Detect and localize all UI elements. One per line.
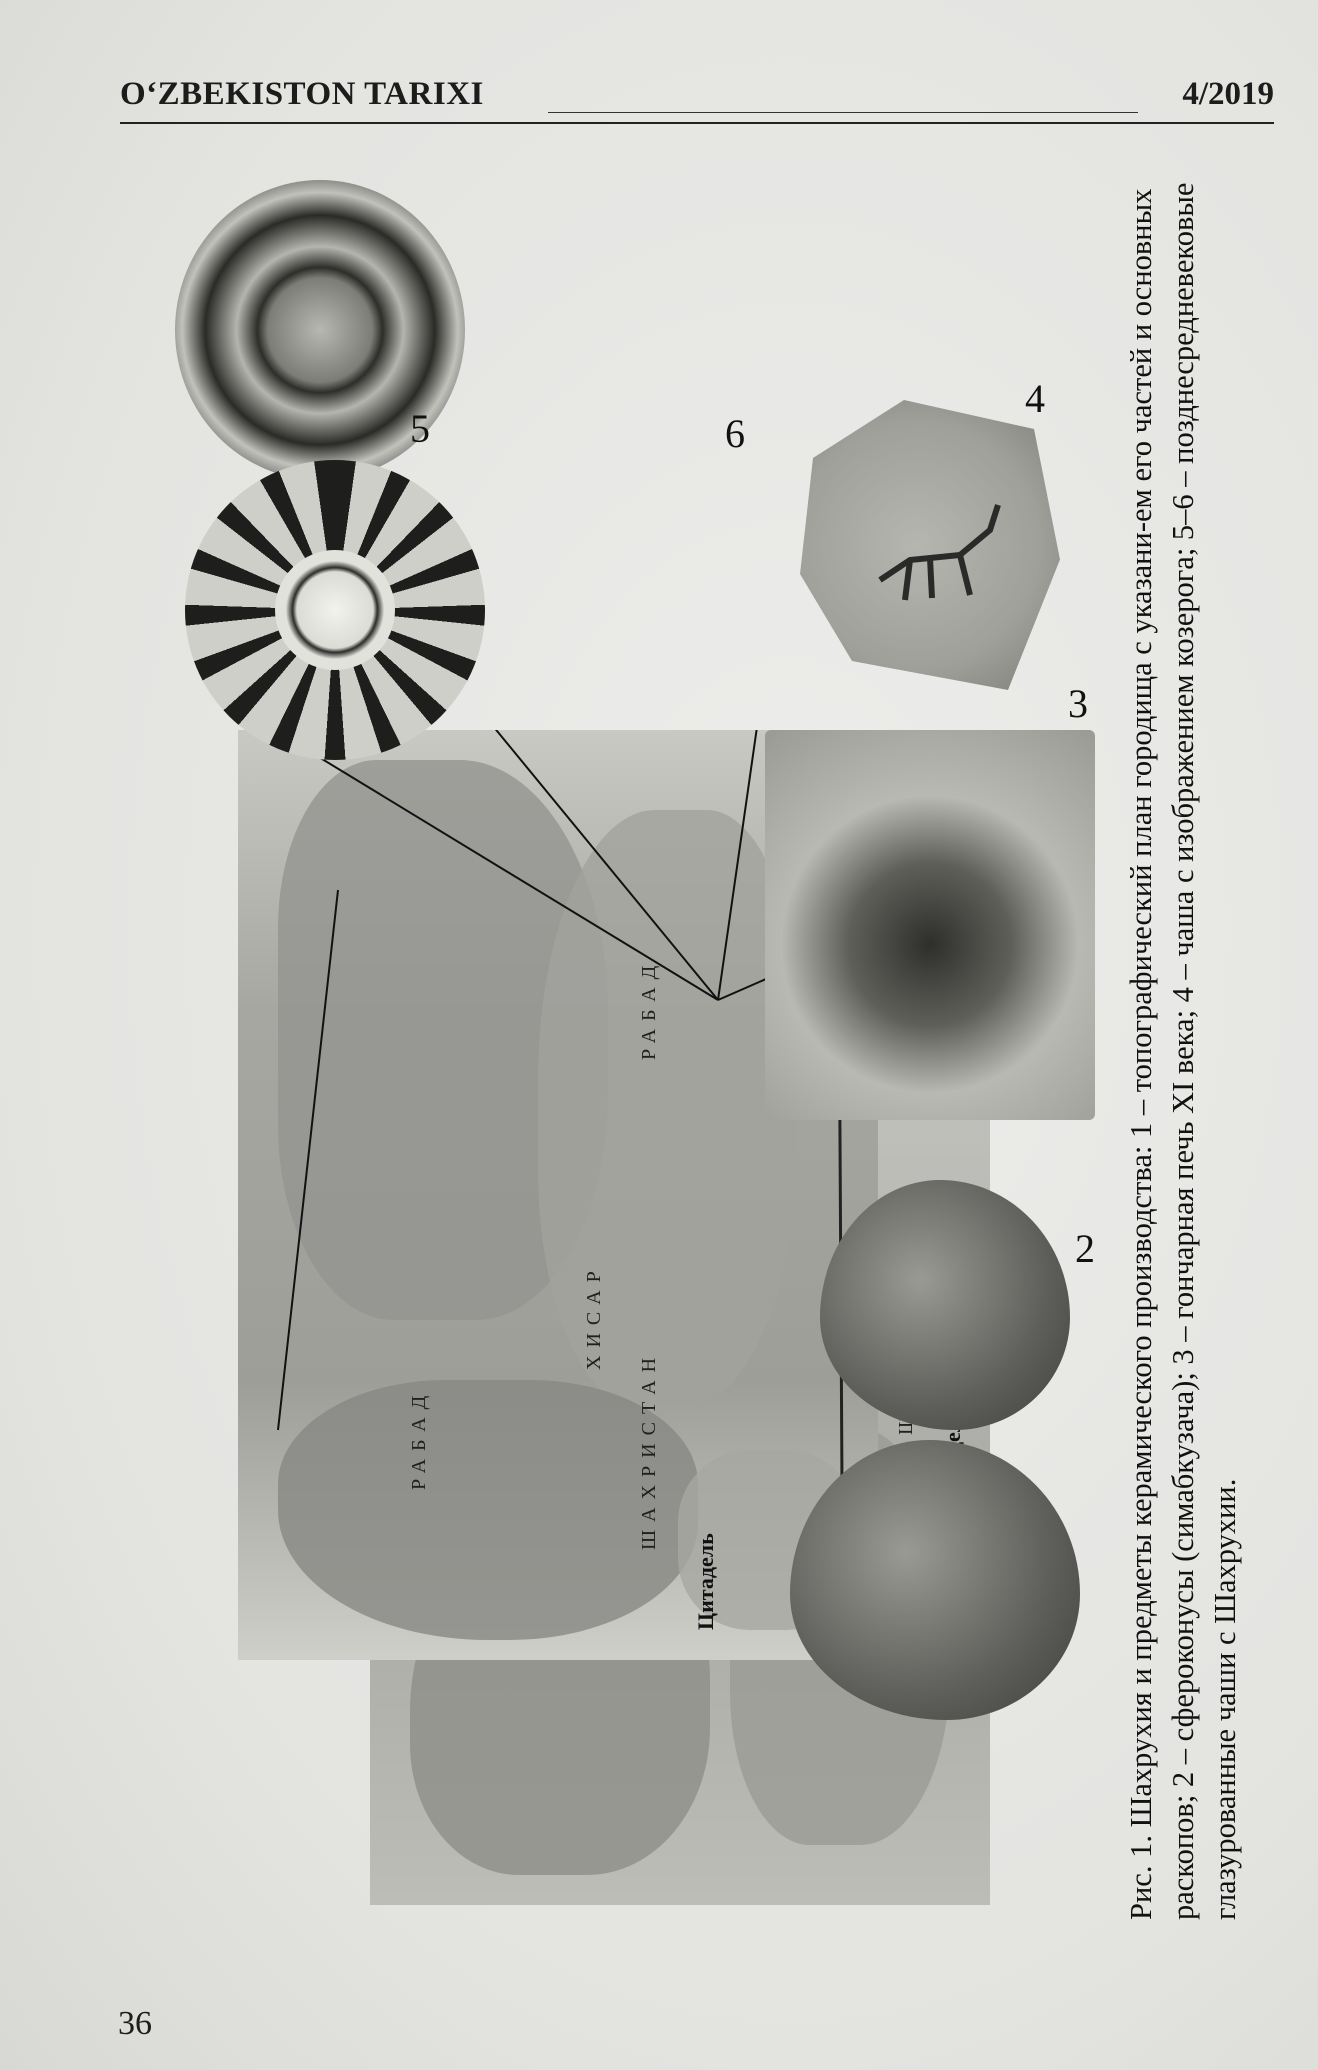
header-rule — [120, 122, 1274, 124]
page-number: 36 — [118, 2005, 152, 2042]
issue-number: 4/2019 — [1182, 76, 1274, 112]
panel-num-2: 2 — [1075, 1226, 1095, 1271]
map-shahristan: ШАХРИСТАН — [638, 1349, 660, 1550]
journal-title: O‘ZBEKISTON TARIXI — [120, 76, 484, 112]
figure-caption: Рис. 1. Шахрухия и предметы керамического производства: 1 – топографический план городища с указани-ем его частей и основных раскопов; 2 – сфероконусы (симабкузача); 3 – гончарная печь XI века; 4 – чаша с изображением козерога; 5–6 – позднесредневековые глазурованные чаши с Шахрухии. — [1124, 182, 1242, 1920]
map-rabad-top: РАБАД — [638, 957, 660, 1060]
panel-num-6: 6 — [725, 411, 745, 456]
panel-num-4: 4 — [1025, 376, 1045, 421]
map-hisar: ХИСАР — [583, 1263, 605, 1370]
map-rabad-bottom: РАБАД — [408, 1387, 430, 1490]
panel-num-3: 3 — [1068, 681, 1088, 726]
panel-num-5: 5 — [410, 406, 430, 451]
glazed-bowl-6 — [185, 460, 485, 760]
map-citadel: Цитадель — [693, 1533, 718, 1630]
pottery-kiln-photo — [765, 730, 1095, 1120]
header-line — [548, 112, 1138, 113]
ibex-drawing — [870, 500, 1010, 610]
